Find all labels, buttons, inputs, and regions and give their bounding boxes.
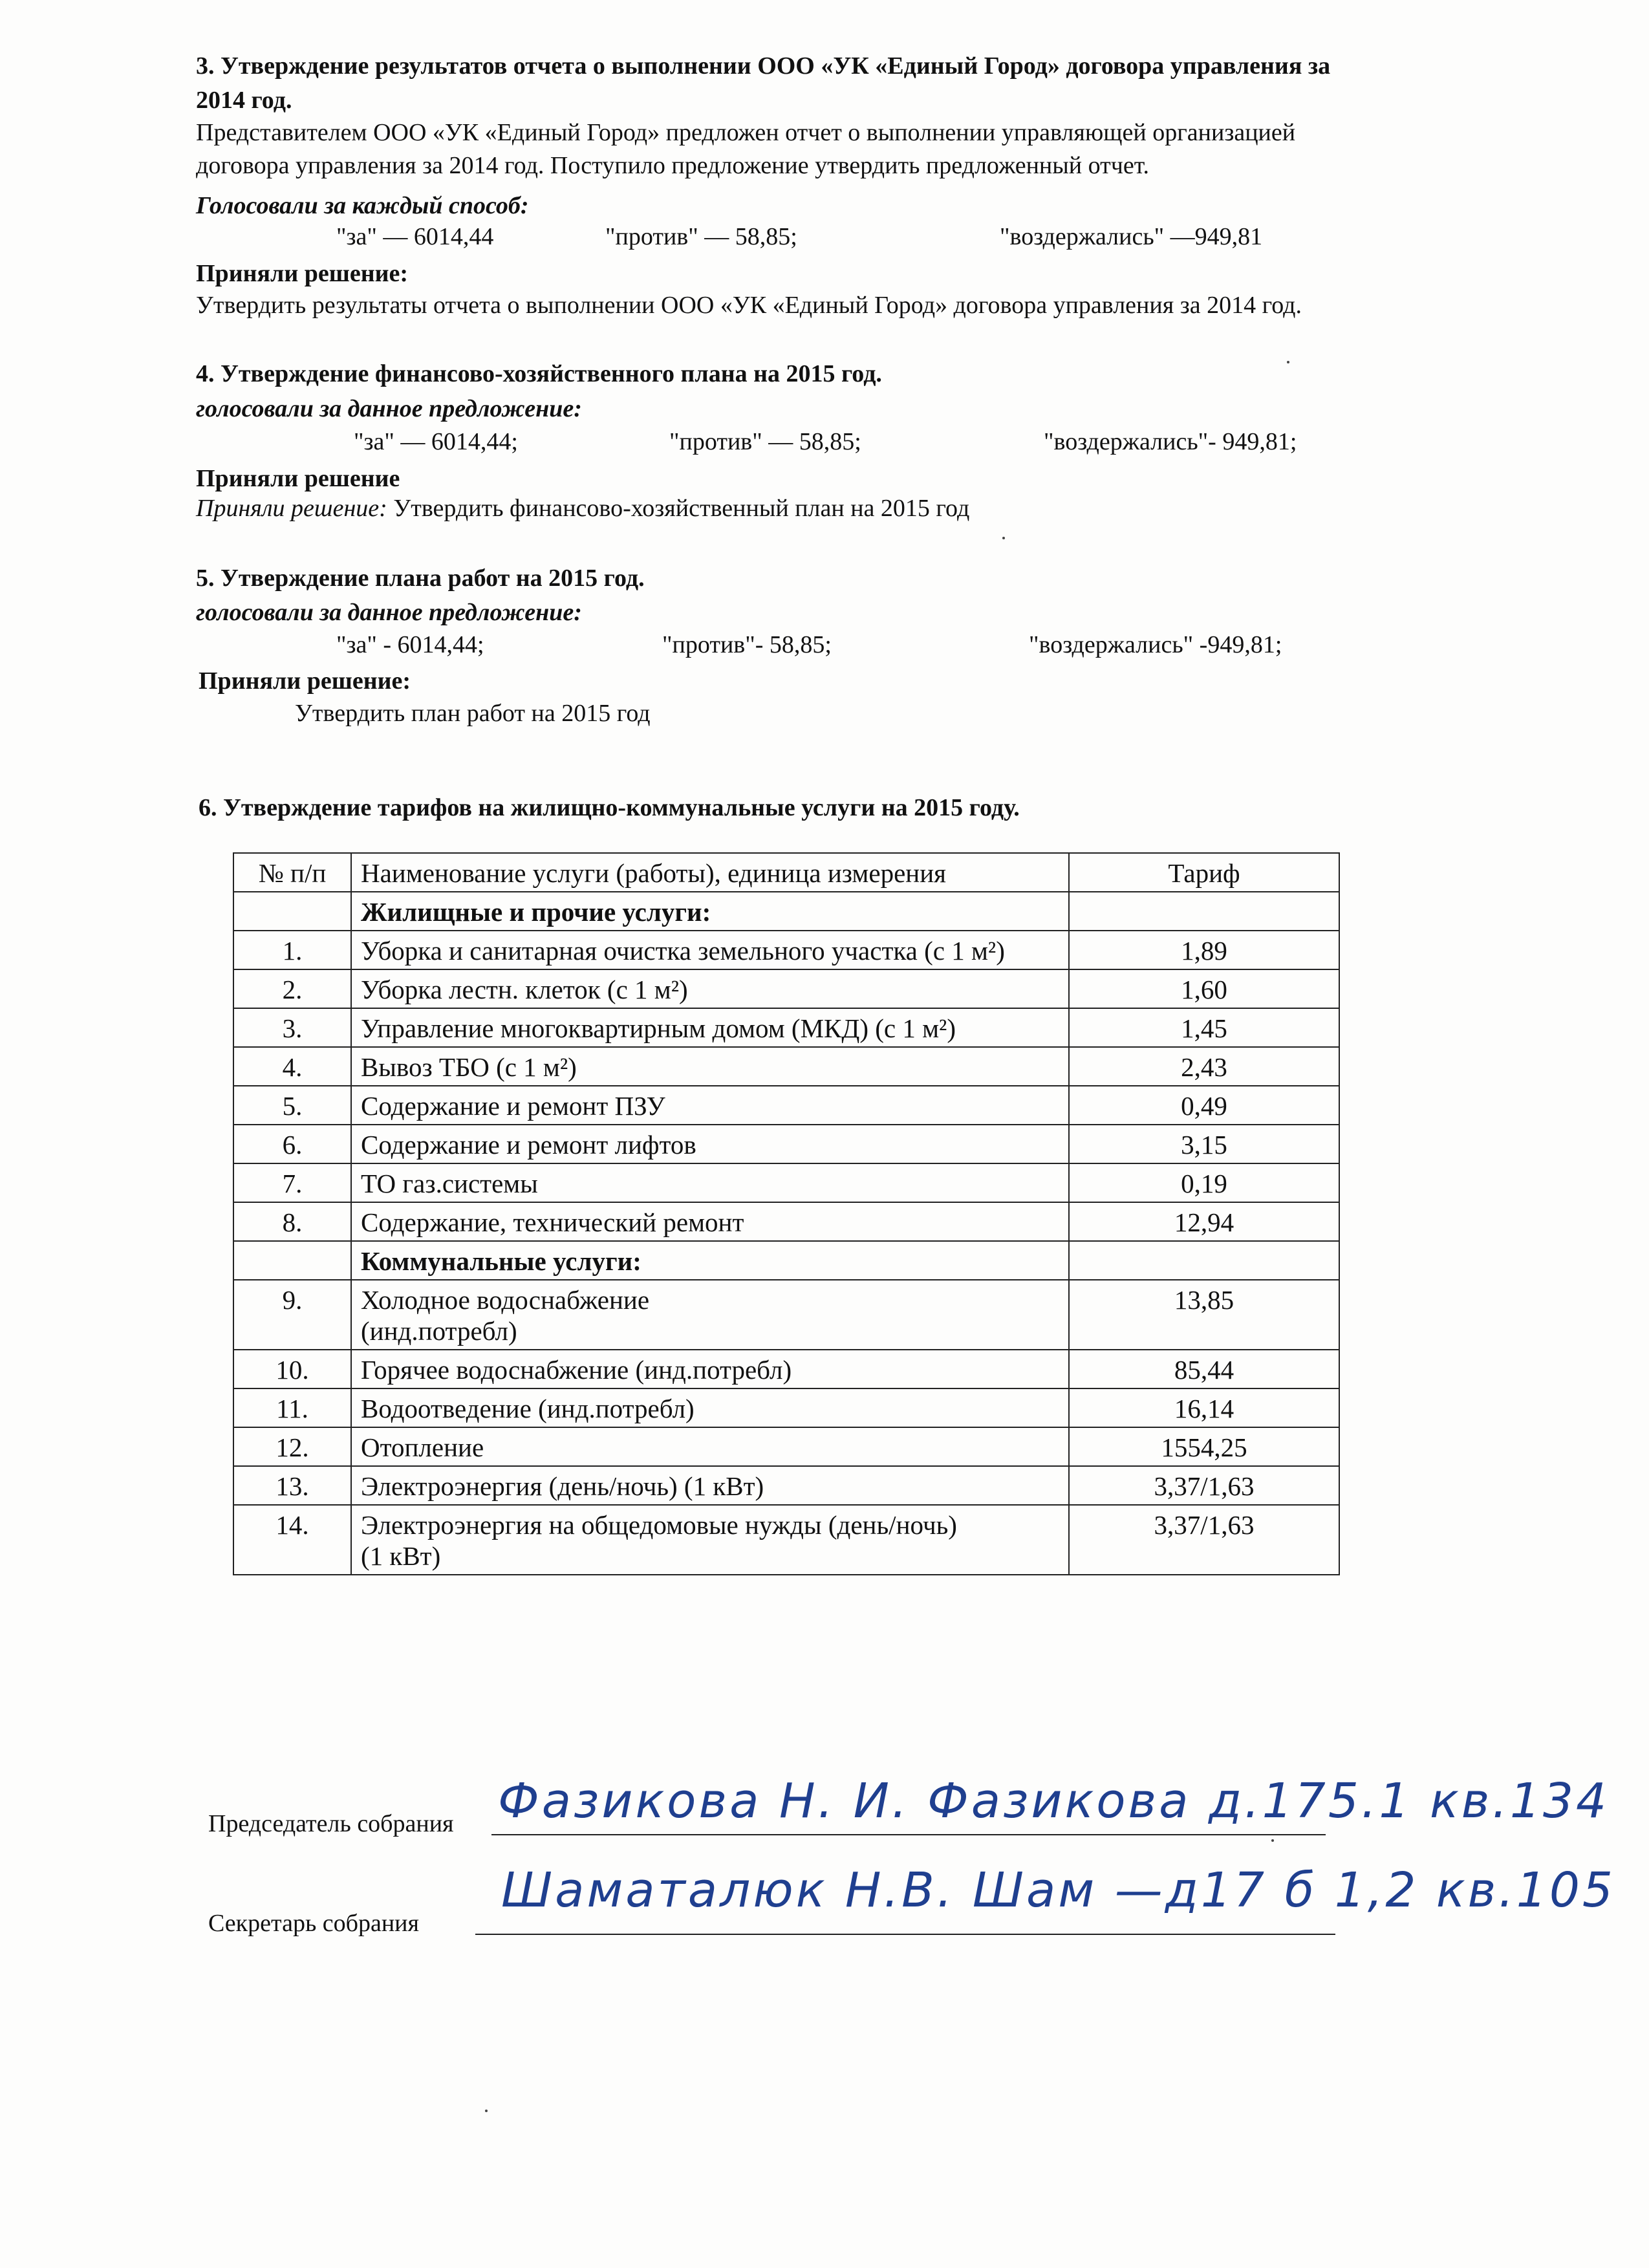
row-num: 9. [233,1280,351,1350]
row-tariff: 1,45 [1069,1008,1339,1047]
table-header-row [233,853,1339,892]
row-name: Холодное водоснабжение (инд.потребл) [351,1280,1069,1350]
row-tariff: 16,14 [1069,1388,1339,1427]
row-num: 7. [233,1163,351,1202]
table-row [233,1388,1339,1427]
row-num: 10. [233,1350,351,1388]
section-5-vote-abstain: "воздержались" -949,81; [1029,631,1282,658]
row-name: Отопление [351,1427,1069,1466]
table-row [233,1466,1339,1505]
section-3-title-line1: 3. Утверждение результатов отчета о выполнении ООО «УК «Единый Город» договора управления за [196,52,1331,80]
row-num: 12. [233,1427,351,1466]
section-3-title-line2: 2014 год. [196,87,292,114]
table-row [233,1047,1339,1086]
row-num: 2. [233,969,351,1008]
row-num: 6. [233,1125,351,1163]
section-3-vote-for: "за" — 6014,44 [336,223,494,250]
row-tariff [1069,1241,1339,1280]
row-group-label: Жилищные и прочие услуги: [351,892,1069,931]
section-4-decision [196,494,969,523]
row-name: Электроэнергия (день/ночь) (1 кВт) [351,1466,1069,1505]
row-name: Содержание и ремонт лифтов [351,1125,1069,1163]
row-tariff: 1,60 [1069,969,1339,1008]
tariff-table [233,852,1340,1575]
table-row [233,1350,1339,1388]
row-name: Водоотведение (инд.потребл) [351,1388,1069,1427]
row-tariff: 3,37/1,63 [1069,1466,1339,1505]
row-num: 13. [233,1466,351,1505]
row-tariff: 1554,25 [1069,1427,1339,1466]
row-name: Электроэнергия на общедомовые нужды (день/ночь) (1 кВт) [351,1505,1069,1575]
row-name: Уборка лестн. клеток (с 1 м²) [351,969,1069,1008]
table-row [233,1280,1339,1350]
row-num [233,892,351,931]
row-num: 1. [233,931,351,969]
section-4-decision-heading: Приняли решение [196,465,400,492]
row-tariff: 85,44 [1069,1350,1339,1388]
row-name: Вывоз ТБО (с 1 м²) [351,1047,1069,1086]
row-name: Содержание, технический ремонт [351,1202,1069,1241]
section-5-vote-heading: голосовали за данное предложение: [196,599,582,626]
row-tariff: 0,19 [1069,1163,1339,1202]
table-row [233,892,1339,931]
section-4-decision-prefix: Приняли решение: [196,495,387,522]
header-num: № п/п [233,853,351,892]
secretary-signature-line [475,1934,1335,1935]
section-5-vote-for: "за" - 6014,44; [336,631,484,658]
section-4-title: 4. Утверждение финансово-хозяйственного плана на 2015 год. [196,360,882,387]
section-4-vote-for: "за" — 6014,44; [354,428,518,455]
table-row [233,1241,1339,1280]
row-num: 5. [233,1086,351,1125]
row-tariff: 13,85 [1069,1280,1339,1350]
section-3-vote-against: "против" — 58,85; [605,223,797,250]
table-row [233,931,1339,969]
row-num [233,1241,351,1280]
section-5-decision-text: Утвердить план работ на 2015 год [295,700,651,727]
section-3-vote-heading: Голосовали за каждый способ: [196,192,529,219]
row-name: Уборка и санитарная очистка земельного участка (с 1 м²) [351,931,1069,969]
row-tariff: 1,89 [1069,931,1339,969]
header-name: Наименование услуги (работы), единица измерения [351,853,1069,892]
section-4-vote-heading: голосовали за данное предложение: [196,395,582,422]
section-4-vote-against: "против" — 58,85; [669,428,861,455]
table-row [233,1086,1339,1125]
row-num: 8. [233,1202,351,1241]
section-5-decision-heading: Приняли решение: [199,667,411,695]
chair-label: Председатель собрания [208,1810,454,1837]
row-num: 3. [233,1008,351,1047]
section-6-title: 6. Утверждение тарифов на жилищно-коммунальные услуги на 2015 году. [199,794,1020,821]
section-3-vote-abstain: "воздержались" —949,81 [1000,223,1263,250]
row-tariff: 12,94 [1069,1202,1339,1241]
secretary-handwriting: Шаматалюк Н.В. Шам —д17 б 1,2 кв.105 [501,1863,1616,1918]
table-row [233,1008,1339,1047]
row-name: Горячее водоснабжение (инд.потребл) [351,1350,1069,1388]
scan-speck [485,2110,488,2112]
section-5-vote-against: "против"- 58,85; [662,631,832,658]
row-num: 11. [233,1388,351,1427]
table-row [233,1505,1339,1575]
scan-speck [1287,361,1289,363]
row-tariff: 2,43 [1069,1047,1339,1086]
secretary-label: Секретарь собрания [208,1910,419,1937]
row-group-label: Коммунальные услуги: [351,1241,1069,1280]
scan-speck [1271,1839,1274,1842]
row-name: Содержание и ремонт ПЗУ [351,1086,1069,1125]
chair-signature-line [491,1834,1326,1835]
table-row [233,1427,1339,1466]
section-3-text-line2: договора управления за 2014 год. Поступило предложение утвердить предложенный отчет. [196,152,1149,179]
row-tariff [1069,892,1339,931]
chair-handwriting: Фазикова Н. И. Фазикова д.175.1 кв.134 [498,1773,1610,1829]
table-row [233,1202,1339,1241]
section-5-title: 5. Утверждение плана работ на 2015 год. [196,565,645,592]
row-num: 4. [233,1047,351,1086]
section-4-vote-abstain: "воздержались"- 949,81; [1044,428,1297,455]
row-tariff: 3,15 [1069,1125,1339,1163]
row-name: Управление многоквартирным домом (МКД) (с 1 м²) [351,1008,1069,1047]
table-row [233,969,1339,1008]
section-3-text-line1: Представителем ООО «УК «Единый Город» предложен отчет о выполнении управляющей организацией [196,119,1296,146]
section-4-decision-text: Утвердить финансово-хозяйственный план на 2015 год [387,495,970,522]
header-tariff: Тариф [1069,853,1339,892]
section-3-decision-text: Утвердить результаты отчета о выполнении ООО «УК «Единый Город» договора управления за 2014 год. [196,292,1302,319]
row-tariff: 3,37/1,63 [1069,1505,1339,1575]
table-row [233,1163,1339,1202]
table-row [233,1125,1339,1163]
row-tariff: 0,49 [1069,1086,1339,1125]
row-num: 14. [233,1505,351,1575]
row-name: ТО газ.системы [351,1163,1069,1202]
scan-speck [1002,537,1005,539]
section-3-decision-heading: Приняли решение: [196,260,409,287]
